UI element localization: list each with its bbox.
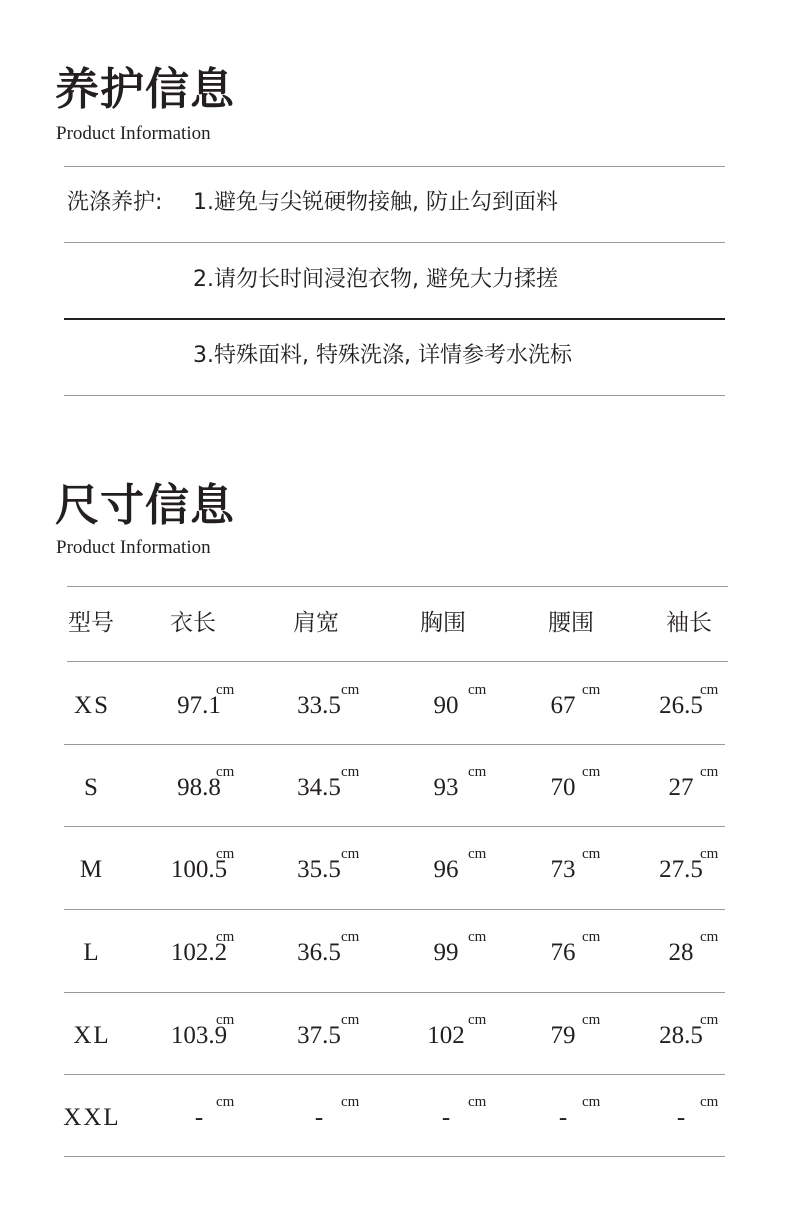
row-divider [64,744,725,745]
cell-length: 102.2 [170,939,228,966]
divider [64,242,725,243]
row-divider [64,992,725,993]
unit-label: cm [582,682,601,698]
cell-sleeve: 27 [668,774,694,801]
care-item: 3.特殊面料, 特殊洗涤, 详情参考水洗标 [193,343,572,368]
divider [64,395,725,396]
divider [64,166,725,167]
cell-waist: - [558,1104,568,1131]
unit-label: cm [468,682,487,698]
cell-waist: 73 [550,856,576,883]
cell-length: 97.1 [177,692,221,719]
unit-label: cm [341,682,360,698]
unit-label: cm [700,1094,719,1110]
header-length: 衣长 [170,610,216,636]
unit-label: cm [700,1012,719,1028]
cell-length: - [194,1104,204,1131]
header-shoulder: 肩宽 [293,610,339,636]
unit-label: cm [216,846,235,862]
cell-waist: 70 [550,774,576,801]
unit-label: cm [216,764,235,780]
unit-label: cm [468,929,487,945]
cell-chest: 93 [433,774,459,801]
cell-length: 103.9 [170,1022,228,1049]
unit-label: cm [468,846,487,862]
cell-waist: 79 [550,1022,576,1049]
unit-label: cm [341,1094,360,1110]
cell-waist: 67 [550,692,576,719]
care-subtitle: Product Information [56,123,211,144]
cell-sleeve: 28 [668,939,694,966]
size-label: M [79,856,105,883]
header-waist: 腰围 [548,610,594,636]
care-item: 2.请勿长时间浸泡衣物, 避免大力揉搓 [193,267,558,292]
unit-label: cm [216,929,235,945]
size-label: XXL [63,1104,121,1131]
unit-label: cm [468,1094,487,1110]
unit-label: cm [582,929,601,945]
cell-shoulder: 33.5 [297,692,341,719]
cell-chest: - [441,1104,451,1131]
unit-label: cm [216,1012,235,1028]
unit-label: cm [216,1094,235,1110]
unit-label: cm [216,682,235,698]
row-divider [64,1074,725,1075]
unit-label: cm [700,682,719,698]
size-subtitle: Product Information [56,537,211,558]
table-header-border [67,661,728,662]
row-divider [64,826,725,827]
cell-chest: 102 [427,1022,465,1049]
header-sleeve: 袖长 [666,610,712,636]
cell-shoulder: 36.5 [297,939,341,966]
cell-length: 100.5 [170,856,228,883]
cell-shoulder: 37.5 [297,1022,341,1049]
unit-label: cm [582,764,601,780]
header-chest: 胸围 [420,610,466,636]
header-size: 型号 [68,610,114,636]
size-label: XL [73,1022,111,1049]
unit-label: cm [341,929,360,945]
size-label: L [83,939,101,966]
unit-label: cm [700,764,719,780]
divider [64,318,725,320]
row-divider [64,1156,725,1157]
cell-sleeve: - [676,1104,686,1131]
cell-chest: 99 [433,939,459,966]
unit-label: cm [582,1094,601,1110]
size-title: 尺寸信息 [55,480,235,531]
unit-label: cm [700,846,719,862]
unit-label: cm [468,1012,487,1028]
cell-shoulder: 34.5 [297,774,341,801]
cell-sleeve: 27.5 [659,856,703,883]
care-label: 洗涤养护: [67,190,163,215]
cell-chest: 90 [433,692,459,719]
cell-waist: 76 [550,939,576,966]
care-title: 养护信息 [55,64,235,115]
cell-shoulder: 35.5 [297,856,341,883]
cell-sleeve: 26.5 [659,692,703,719]
table-top-border [67,586,728,587]
unit-label: cm [582,846,601,862]
size-label: S [84,774,100,801]
unit-label: cm [341,846,360,862]
unit-label: cm [582,1012,601,1028]
unit-label: cm [700,929,719,945]
unit-label: cm [341,764,360,780]
cell-sleeve: 28.5 [659,1022,703,1049]
row-divider [64,909,725,910]
size-label: XS [74,692,110,719]
cell-length: 98.8 [177,774,221,801]
unit-label: cm [341,1012,360,1028]
cell-shoulder: - [314,1104,324,1131]
care-item: 1.避免与尖锐硬物接触, 防止勾到面料 [193,190,558,215]
unit-label: cm [468,764,487,780]
cell-chest: 96 [433,856,459,883]
